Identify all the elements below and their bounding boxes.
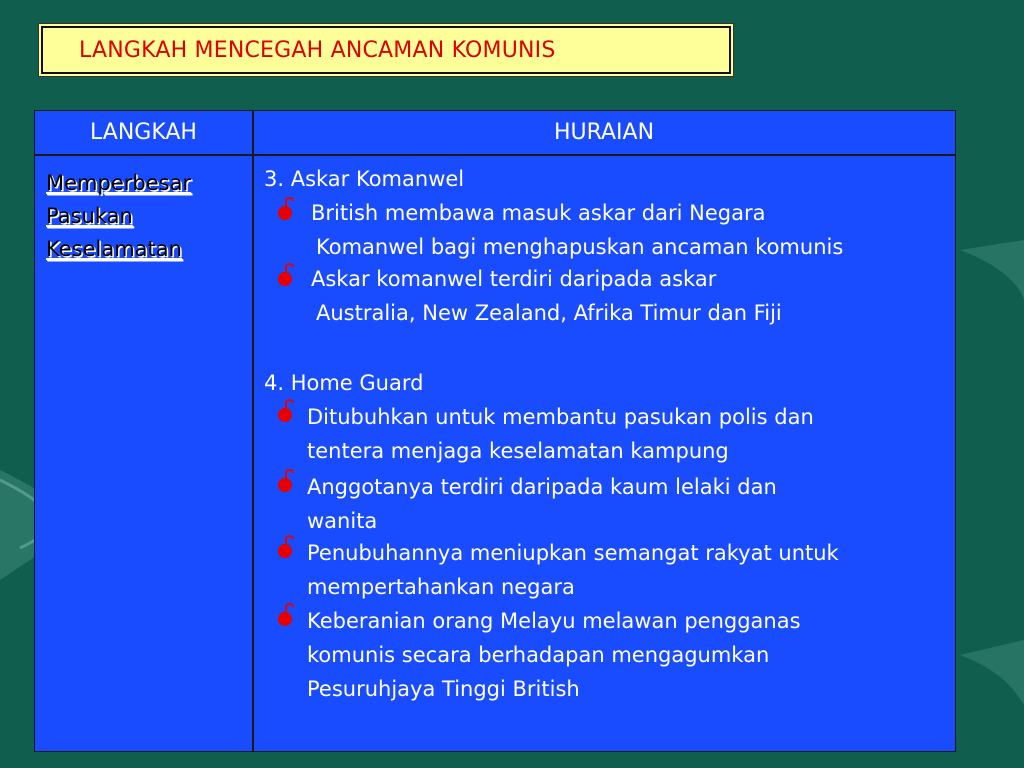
langkah-line-1: Memperbesar [46,171,192,195]
bullet-text: British membawa masuk askar dari Negara [311,201,766,225]
langkah-cell [46,167,191,266]
langkah-line-2: Pasukan [46,204,133,228]
bullet-text-continued: komunis secara berhadapan mengagumkan [307,643,770,667]
column-divider [252,111,254,751]
bullet-text-continued: Australia, New Zealand, Afrika Timur dan Fiji [316,301,782,325]
bullet-icon [277,533,297,559]
bullet-icon [277,261,297,287]
bullet-text-continued: tentera menjaga keselamatan kampung [307,439,729,463]
title-box [41,26,731,74]
bullet-icon [277,601,297,627]
langkah-line-3: Keselamatan [46,237,182,261]
bullet-text-continued: Komanwel bagi menghapuskan ancaman komunis [316,235,844,259]
bullet-text-continued: mempertahankan negara [307,575,575,599]
steps-table [34,110,956,752]
bullet-text-continued: Pesuruhjaya Tinggi British [307,677,580,701]
bullet-text-continued: wanita [307,509,378,533]
page-title: LANGKAH MENCEGAH ANCAMAN KOMUNIS [79,37,556,63]
bullet-text: Askar komanwel terdiri daripada askar [311,267,717,291]
bullet-text: Anggotanya terdiri daripada kaum lelaki dan [307,475,777,499]
header-langkah: LANGKAH [90,120,197,145]
bullet-icon [277,467,297,493]
bullet-text: Ditubuhkan untuk membantu pasukan polis dan [307,405,814,429]
section-heading-home-guard: 4. Home Guard [264,371,424,395]
section-heading-askar-komanwel: 3. Askar Komanwel [264,167,465,191]
bullet-icon [277,397,297,423]
bullet-text: Keberanian orang Melayu melawan pengganas [307,609,801,633]
header-divider [35,154,955,156]
bullet-icon [277,195,297,221]
header-huraian: HURAIAN [553,120,655,145]
bullet-text: Penubuhannya meniupkan semangat rakyat untuk [307,541,839,565]
